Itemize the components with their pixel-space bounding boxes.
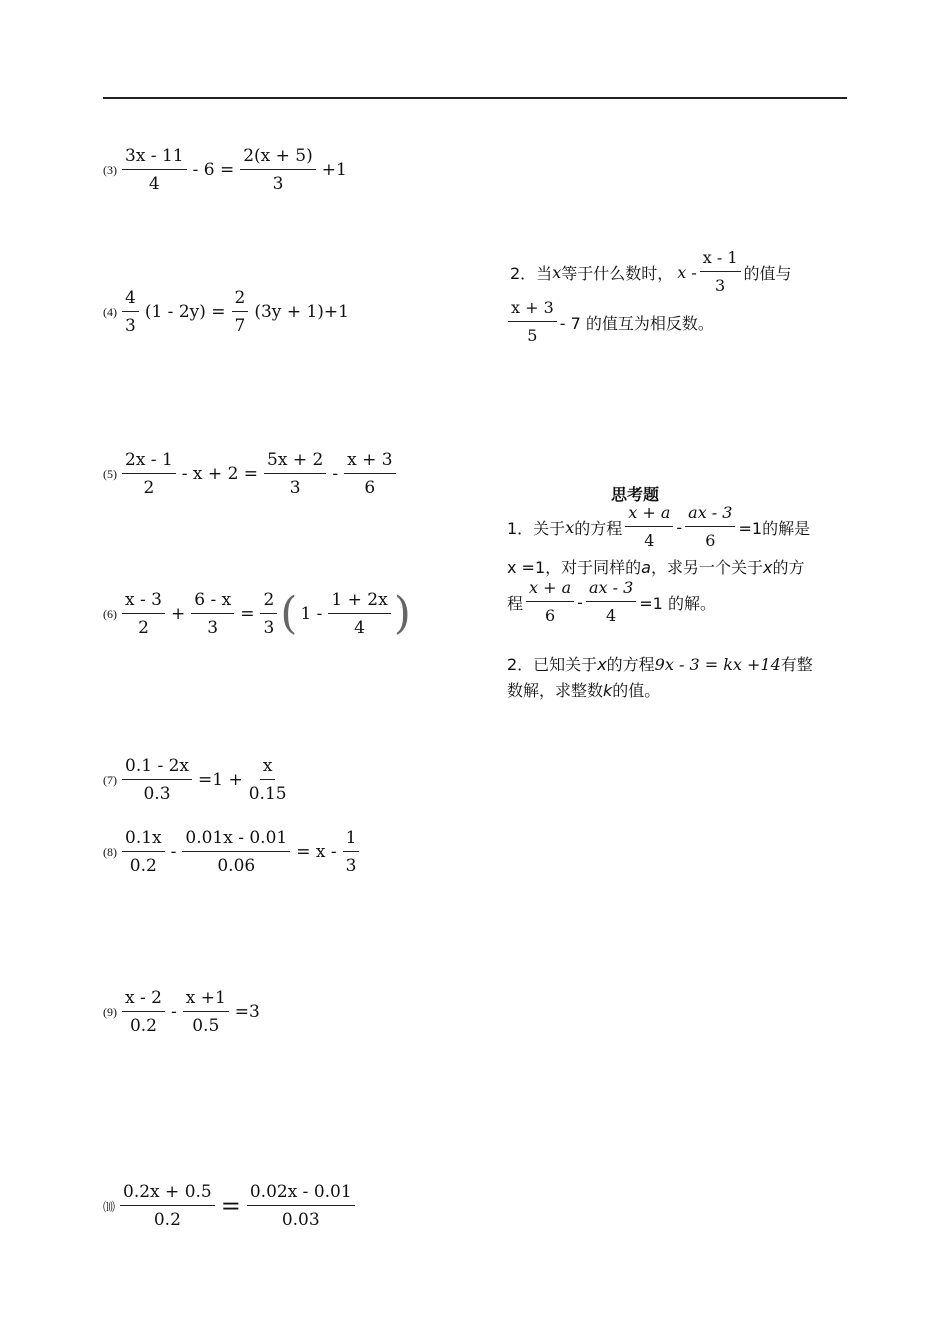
fraction (328, 590, 390, 638)
numerator: 1 (343, 828, 360, 852)
equation-9 (103, 988, 263, 1036)
expression: x - (677, 262, 697, 282)
denominator: 3 (345, 856, 357, 876)
expression: =3 (234, 1002, 260, 1022)
thinking-1-line-2 (507, 555, 804, 578)
question-2-line-1 (510, 248, 792, 296)
variable: k (603, 681, 613, 700)
text: 1．关于 (507, 518, 566, 538)
operator: - 6 = (192, 160, 235, 180)
numerator: 2 (260, 590, 277, 614)
variable: x (597, 655, 607, 674)
fraction (122, 288, 139, 336)
fraction (526, 578, 574, 626)
denominator: 4 (644, 531, 655, 550)
operator: - (332, 464, 339, 484)
denominator: 4 (606, 606, 617, 625)
fraction (232, 288, 249, 336)
operator: = (240, 604, 255, 624)
fraction (343, 828, 360, 876)
text: 的值。 (612, 681, 661, 700)
thinking-2-line-1 (507, 652, 813, 675)
expression: =1 + (198, 770, 243, 790)
denominator: 0.5 (192, 1016, 220, 1036)
text: 的值与 (743, 263, 792, 283)
equation-number: (9) (103, 1004, 117, 1019)
denominator: 4 (148, 174, 160, 194)
denominator: 7 (234, 316, 246, 336)
fraction (122, 450, 176, 498)
numerator: 0.2x + 0.5 (120, 1182, 215, 1206)
operator: = (220, 1192, 241, 1220)
equation-number: (6) (103, 606, 117, 621)
denominator: 3 (289, 478, 301, 498)
fraction (249, 756, 287, 804)
fraction (183, 988, 229, 1036)
equation-6 (103, 590, 411, 638)
fraction (120, 1182, 215, 1230)
operator: - (577, 592, 583, 612)
denominator: 0.2 (129, 1016, 157, 1036)
numerator: 0.01x - 0.01 (182, 828, 290, 852)
text: 有整 (780, 655, 813, 674)
operator: +1 (321, 160, 347, 180)
left-paren: ( (280, 588, 298, 639)
fraction (700, 248, 741, 296)
header-rule (103, 97, 847, 99)
thinking-1-line-3 (507, 578, 716, 626)
denominator: 0.15 (248, 784, 287, 804)
denominator: 6 (705, 531, 716, 550)
numerator: 5x + 2 (264, 450, 326, 474)
text: 2．当 (510, 263, 553, 283)
numerator: ax - 3 (685, 503, 735, 527)
equation-4 (103, 288, 352, 336)
fraction (685, 503, 735, 551)
text: 程 (507, 593, 524, 613)
equation-7 (103, 756, 290, 804)
denominator: 0.3 (143, 784, 171, 804)
operator: - (676, 517, 683, 537)
numerator: 3x - 11 (122, 146, 187, 170)
denominator: 0.03 (281, 1210, 320, 1230)
text: 数解，求整数 (507, 681, 604, 700)
denominator: 4 (354, 618, 365, 638)
equation-3 (103, 146, 350, 194)
denominator: 0.2 (153, 1210, 181, 1230)
equation-8 (103, 828, 362, 876)
fraction (586, 578, 636, 626)
fraction (122, 590, 165, 638)
fraction (191, 590, 234, 638)
numerator: 2(x + 5) (240, 146, 316, 170)
fraction (122, 828, 165, 876)
numerator: x - 1 (700, 248, 741, 272)
denominator: 3 (715, 276, 726, 295)
expression: = x - (296, 842, 337, 862)
numerator: 0.1x (122, 828, 165, 852)
equation-number: ⑽ (103, 1199, 116, 1214)
fraction (122, 756, 192, 804)
section-title: 思考题 (610, 485, 659, 504)
text: =1的解是 (738, 518, 811, 538)
numerator: x +1 (183, 988, 229, 1012)
denominator: 6 (544, 606, 556, 625)
thinking-2-line-2 (507, 678, 660, 701)
denominator: 0.2 (129, 856, 157, 876)
expression: 1 - (300, 604, 323, 624)
equation-number: (3) (103, 162, 117, 177)
numerator: ax - 3 (586, 578, 636, 602)
equation-5 (103, 450, 399, 498)
equation-number: (4) (103, 304, 117, 319)
numerator: 4 (122, 288, 139, 312)
text: 等于什么数时， (561, 263, 674, 283)
question-2-line-2 (505, 298, 714, 346)
denominator: 2 (143, 478, 155, 498)
numerator: x + 3 (508, 298, 557, 322)
operator: + (170, 604, 186, 624)
equation: 9x - 3 = kx +14 (654, 655, 781, 674)
text: ，求另一个关于 (650, 558, 763, 577)
numerator: x + a (526, 578, 574, 602)
operator: - (170, 1002, 177, 1022)
denominator: 3 (263, 618, 275, 638)
text: 的方程 (574, 518, 623, 538)
numerator: 1 + 2x (328, 590, 390, 614)
text: - 7 的值互为相反数。 (559, 313, 714, 333)
fraction (182, 828, 290, 876)
expression: (1 - 2y) = (144, 302, 226, 322)
numerator: 2x - 1 (122, 450, 176, 474)
denominator: 3 (125, 316, 136, 336)
equation-number: (7) (103, 772, 117, 787)
fraction (240, 146, 316, 194)
numerator: x - 3 (122, 590, 165, 614)
text: =1 的解。 (639, 593, 716, 613)
fraction (344, 450, 395, 498)
numerator: 0.1 - 2x (122, 756, 192, 780)
numerator: x (260, 756, 276, 780)
text: 的方 (772, 558, 805, 577)
fraction (264, 450, 326, 498)
numerator: 0.02x - 0.01 (247, 1182, 355, 1206)
denominator: 6 (364, 478, 376, 498)
variable: x (552, 262, 562, 282)
numerator: x + 3 (344, 450, 395, 474)
fraction (122, 146, 187, 194)
numerator: x - 2 (122, 988, 165, 1012)
text: 2．已知关于 (507, 655, 598, 674)
denominator: 2 (138, 618, 149, 638)
operator: - (170, 842, 177, 862)
variable: x (762, 558, 773, 577)
equation-10 (103, 1182, 358, 1230)
equation-number: (8) (103, 844, 117, 859)
denominator: 0.06 (217, 856, 256, 876)
numerator: x + a (625, 503, 673, 527)
equation-number: (5) (103, 466, 117, 481)
thinking-1-line-1 (507, 503, 810, 551)
denominator: 5 (527, 326, 538, 345)
fraction (508, 298, 557, 346)
right-paren: ) (393, 588, 411, 639)
fraction (122, 988, 165, 1036)
text: x =1，对于同样的 (507, 558, 642, 577)
numerator: 2 (232, 288, 249, 312)
expression: (3y + 1)+1 (254, 302, 349, 322)
variable: x (565, 517, 575, 537)
fraction (260, 590, 277, 638)
numerator: 6 - x (191, 590, 234, 614)
denominator: 3 (272, 174, 284, 194)
fraction (247, 1182, 355, 1230)
text: 的方程 (606, 655, 655, 674)
expression: - x + 2 = (181, 464, 259, 484)
denominator: 3 (207, 618, 219, 638)
variable: a (641, 558, 651, 577)
fraction (625, 503, 673, 551)
